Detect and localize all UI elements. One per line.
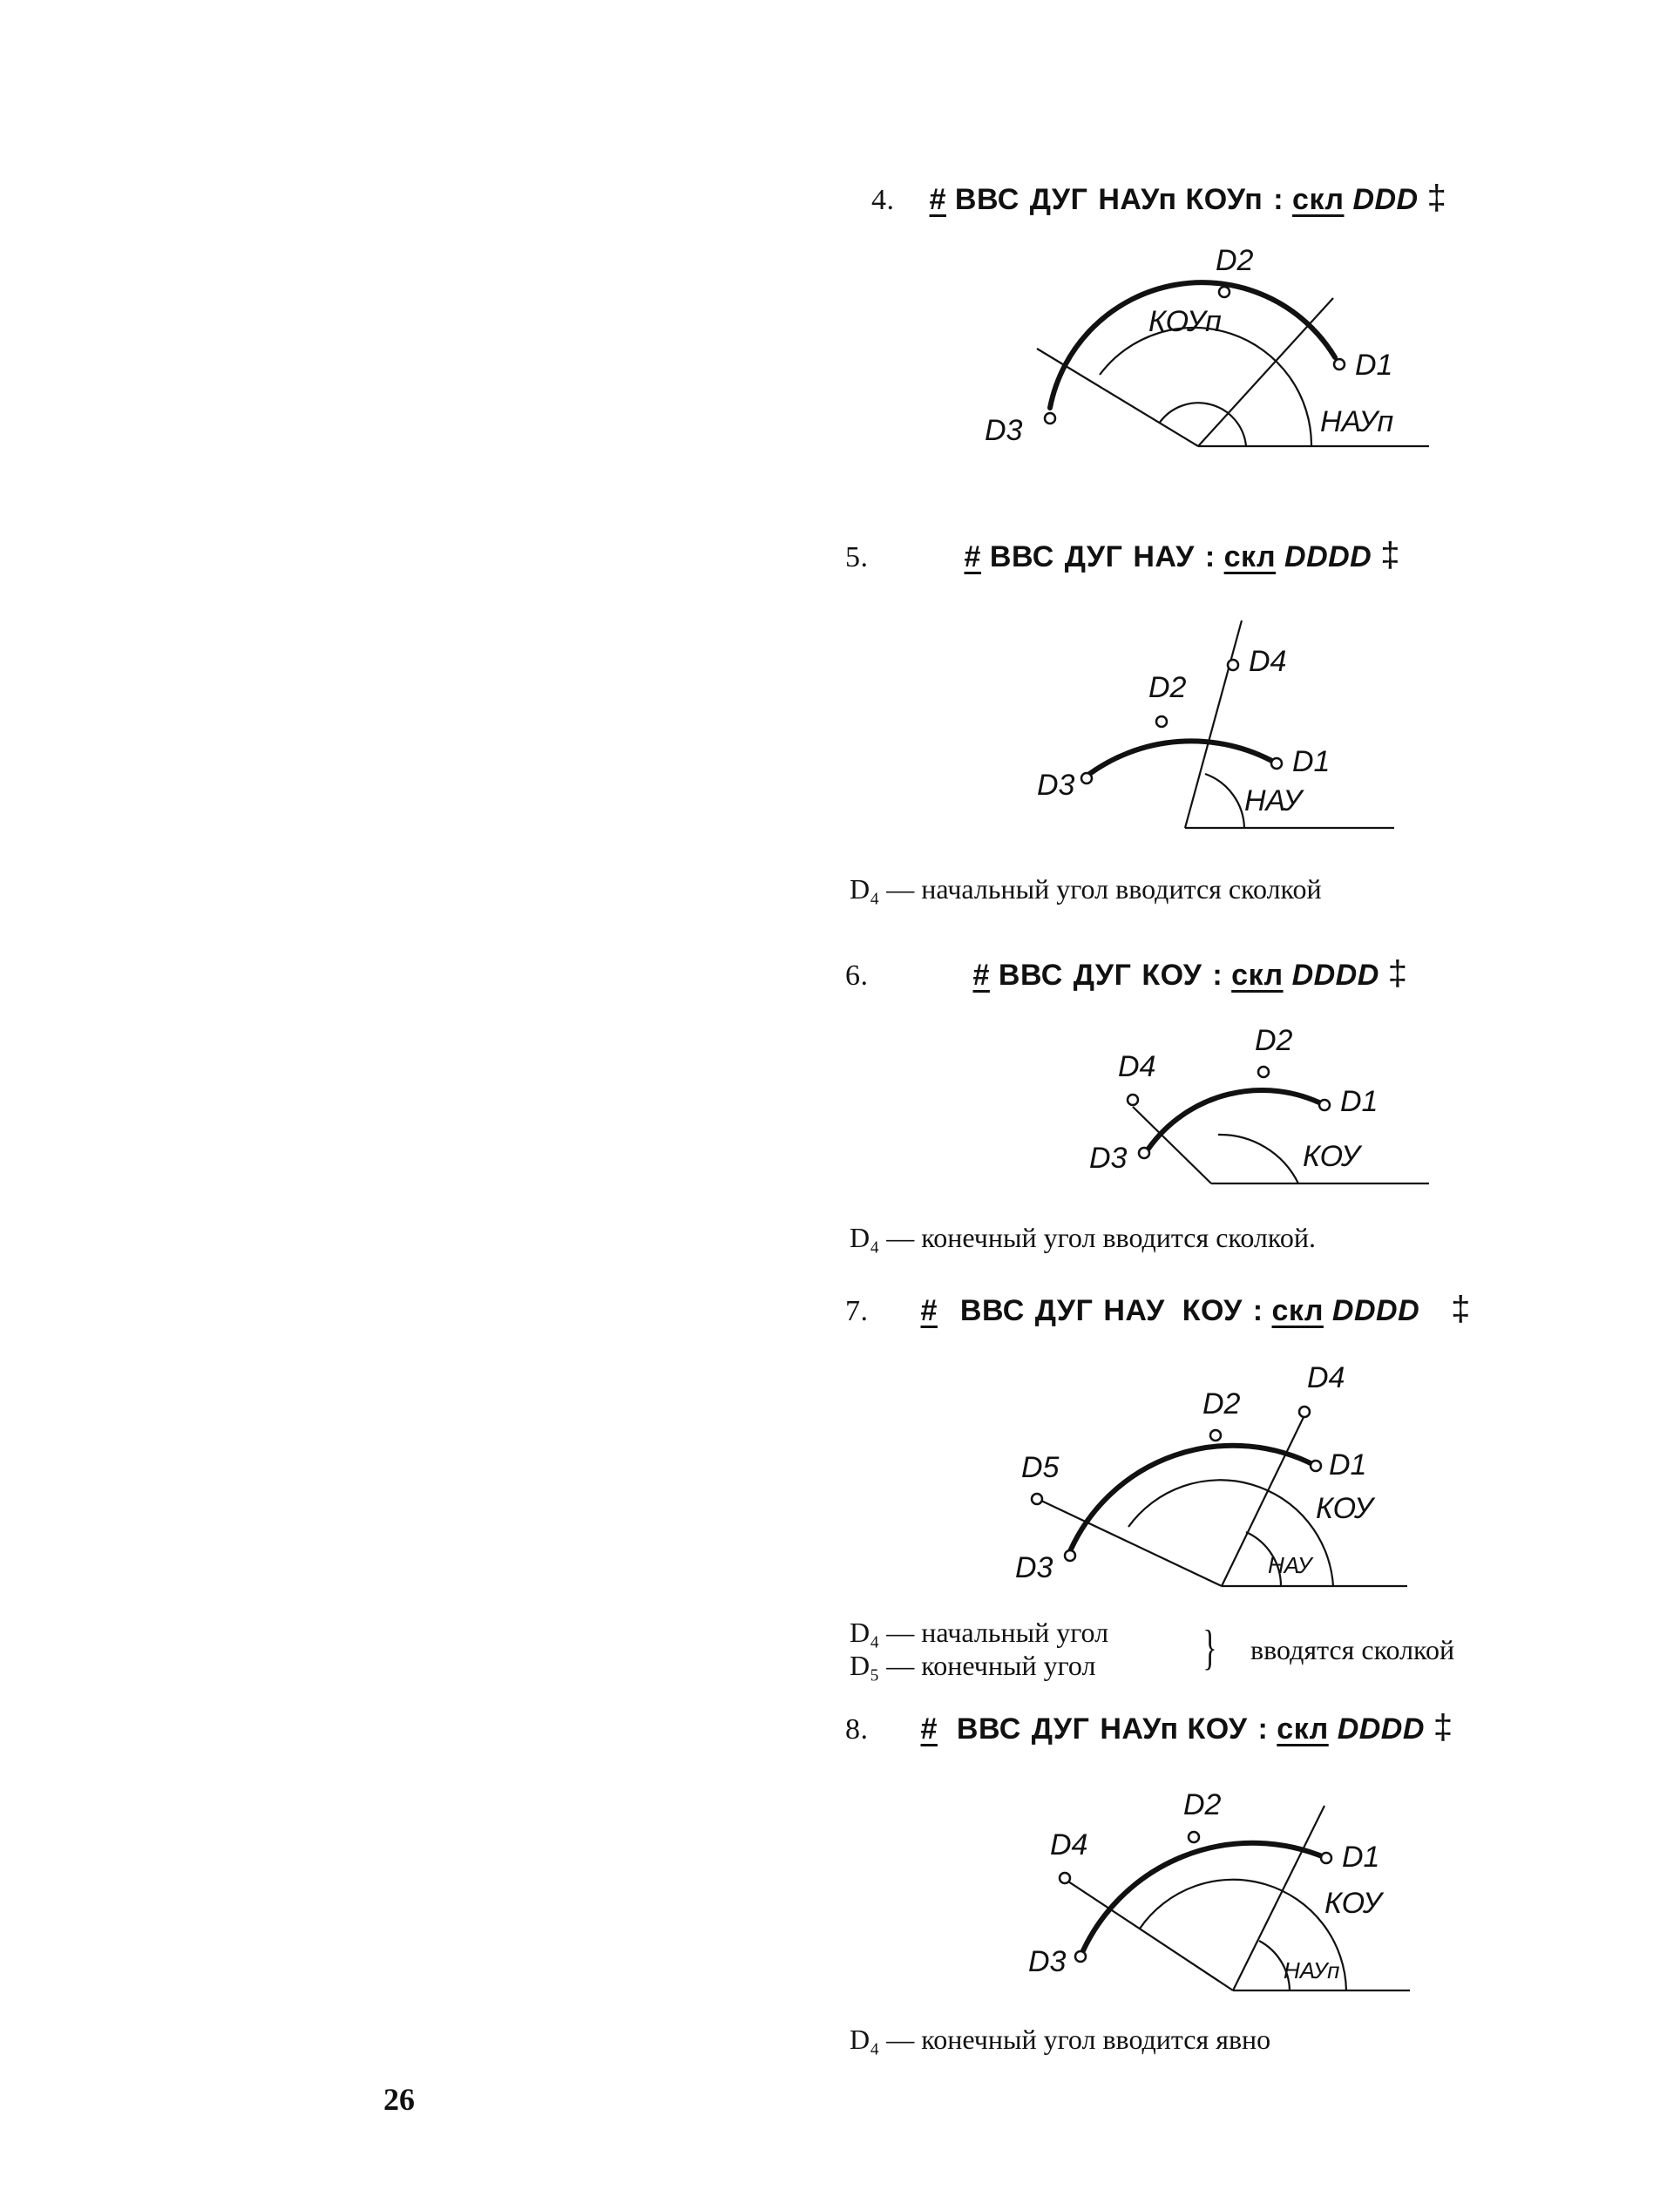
label-d2: D2 (1148, 671, 1187, 704)
label-d4: D4 (1118, 1050, 1156, 1083)
section-number: 4. (871, 184, 895, 216)
label-d3: D3 (1037, 769, 1075, 802)
separator: : (1252, 1294, 1263, 1327)
label-d1: D1 (1340, 1085, 1379, 1118)
hash-symbol: # (929, 183, 946, 216)
label-d4: D4 (1307, 1361, 1345, 1394)
note-6: D₄ — конечный угол вводится сколкой. (850, 1222, 1316, 1253)
label-angle: НАУ (1268, 1552, 1312, 1578)
keyword: ДУГ (1034, 1294, 1094, 1327)
command-params: КОУ (1141, 959, 1202, 992)
page-number: 26 (383, 2082, 415, 2117)
label-d3: D3 (985, 414, 1023, 447)
label-d3: D3 (1089, 1142, 1128, 1175)
terminator-symbol: ‡ (1380, 536, 1400, 574)
label-d3: D3 (1028, 1945, 1067, 1978)
label-arc: КОУ (1324, 1887, 1382, 1920)
point-args: DDDD (1291, 959, 1379, 992)
terminator-symbol: ‡ (1387, 954, 1408, 993)
terminator-symbol: ‡ (1426, 179, 1447, 217)
label-d2: D2 (1216, 244, 1254, 277)
label-d1: D1 (1342, 1841, 1380, 1874)
section-number: 6. (845, 959, 869, 992)
hash-symbol: # (920, 1294, 938, 1327)
separator: : (1212, 959, 1223, 992)
keyword: ВВС (954, 183, 1020, 216)
mode-keyword: скл (1223, 540, 1277, 573)
point-args: DDDD (1331, 1294, 1420, 1327)
hash-symbol: # (920, 1712, 938, 1746)
keyword: ДУГ (1073, 959, 1132, 992)
label-arc: КОУ (1316, 1492, 1373, 1525)
note-7-brace-text: вводятся сколкой (1250, 1634, 1455, 1665)
separator: : (1257, 1712, 1269, 1746)
point-d2 (1189, 1832, 1199, 1842)
label-d5: D5 (1021, 1451, 1060, 1484)
mode-keyword: скл (1271, 1294, 1324, 1327)
label-d2: D2 (1183, 1788, 1222, 1821)
command-params: НАУ (1133, 540, 1195, 573)
mode-keyword: скл (1277, 1712, 1329, 1746)
label-arc: КОУп (1148, 305, 1222, 338)
keyword: ВВС (956, 1712, 1021, 1746)
point-d4 (1060, 1873, 1070, 1883)
point-args: DDD (1352, 183, 1419, 216)
note-7-line-1: D₄ — начальный угол (850, 1617, 1109, 1648)
command-params: НАУп КОУп (1098, 183, 1263, 216)
hash-symbol: # (972, 959, 990, 992)
keyword: ВВС (998, 959, 1063, 992)
terminator-symbol: ‡ (1433, 1708, 1453, 1746)
point-d3 (1075, 1951, 1086, 1962)
section-number: 8. (845, 1713, 869, 1746)
keyword: ВВС (959, 1294, 1025, 1327)
label-angle: НАУп (1320, 405, 1394, 438)
label-d1: D1 (1355, 349, 1393, 382)
label-d2: D2 (1202, 1387, 1241, 1421)
label-d3: D3 (1015, 1551, 1053, 1584)
note-7-line-2: D₅ — конечный угол (850, 1650, 1096, 1681)
keyword: ДУГ (1064, 540, 1123, 573)
keyword: ВВС (989, 540, 1054, 573)
section-number: 5. (845, 541, 869, 573)
label-d4: D4 (1249, 645, 1287, 678)
label-angle: КОУ (1303, 1140, 1360, 1173)
command-params: НАУ КОУ (1103, 1294, 1243, 1327)
section-number: 7. (845, 1295, 869, 1327)
terminator-symbol: ‡ (1451, 1290, 1471, 1328)
end-ray (1063, 1878, 1233, 1990)
label-angle: НАУп (1284, 1957, 1340, 1983)
label-d2: D2 (1255, 1024, 1293, 1057)
point-args: DDDD (1284, 540, 1372, 573)
note-5: D₄ — начальный угол вводится сколкой (850, 873, 1322, 905)
mode-keyword: скл (1231, 959, 1284, 992)
command-params: НАУп КОУ (1100, 1712, 1248, 1746)
note-8: D₄ — конечный угол вводится явно (850, 2024, 1271, 2055)
label-d4: D4 (1050, 1828, 1088, 1861)
hash-symbol: # (964, 540, 981, 573)
label-angle: НАУ (1244, 784, 1302, 817)
keyword: ДУГ (1031, 1712, 1090, 1746)
point-d1 (1321, 1853, 1331, 1863)
arc-thick (1080, 1843, 1326, 1956)
point-args: DDDD (1337, 1712, 1425, 1746)
label-d1: D1 (1329, 1448, 1367, 1482)
mode-keyword: скл (1292, 183, 1345, 216)
separator: : (1273, 183, 1284, 216)
separator: : (1204, 540, 1216, 573)
note-7-brace: } (1202, 1621, 1217, 1675)
label-d1: D1 (1292, 745, 1331, 778)
keyword: ДУГ (1029, 183, 1088, 216)
